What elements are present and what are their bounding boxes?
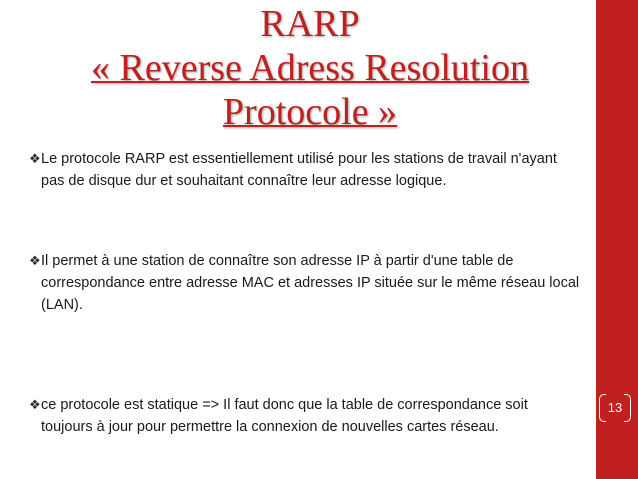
bracket-right-icon: [624, 394, 631, 422]
slide-title: [30, 2, 590, 134]
title-line-3: Protocole »: [222, 91, 398, 133]
diamond-bullet-icon: ❖: [29, 151, 41, 166]
title-line-2: « Reverse Adress Resolution: [90, 47, 529, 89]
bullet-item-3: [31, 394, 581, 438]
title-line-1: RARP: [260, 3, 360, 45]
bullet-text-3: ce protocole est statique => Il faut donc que la table de correspondance soit toujours à jour pour permettre la connexion de nouvelles cartes réseau.: [41, 397, 528, 435]
bullet-text-2: Il permet à une station de connaître son adresse IP à partir d'une table de correspondance entre adresse MAC et adresses IP située sur le même réseau local (LAN).: [41, 253, 580, 313]
diamond-bullet-icon: ❖: [29, 397, 41, 412]
page-number-text: 13: [607, 400, 623, 415]
page-number: [598, 394, 632, 422]
bullet-item-2: [31, 250, 581, 316]
bullet-item-1: [31, 148, 581, 192]
bracket-left-icon: [599, 394, 606, 422]
diamond-bullet-icon: ❖: [29, 253, 41, 268]
bullet-text-1: Le protocole RARP est essentiellement utilisé pour les stations de travail n'ayant pas de disque dur et souhaitant connaître leur adresse logique.: [41, 151, 557, 189]
